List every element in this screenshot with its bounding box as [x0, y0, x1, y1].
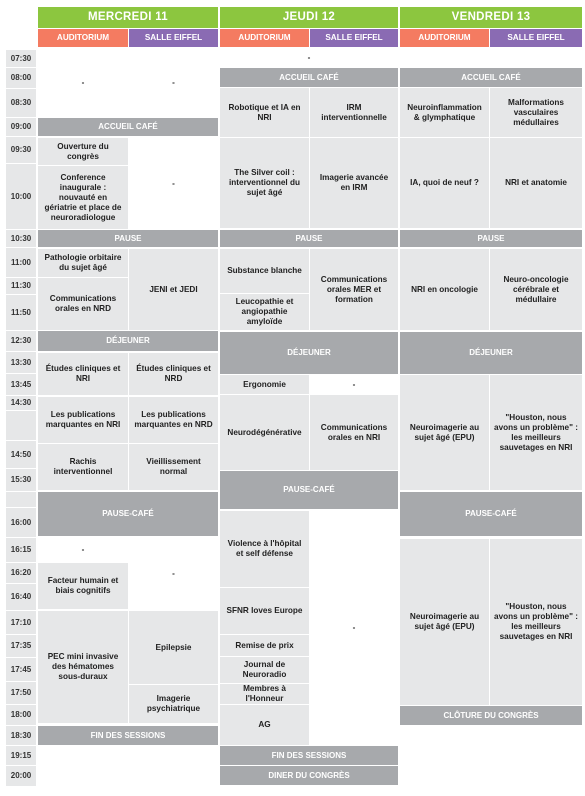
- room-header-auditorium: AUDITORIUM: [38, 29, 128, 47]
- session-break: PAUSE: [38, 230, 218, 247]
- session: Remise de prix: [220, 635, 309, 656]
- session-dash: -: [129, 50, 218, 116]
- time-slot: 17:50: [6, 682, 36, 704]
- session: Neurodégénérative: [220, 395, 309, 470]
- session: Epilepsie: [129, 611, 218, 684]
- room-header-auditorium: AUDITORIUM: [220, 29, 309, 47]
- session-break: PAUSE-CAFÉ: [400, 492, 582, 536]
- session: NRI en oncologie: [400, 249, 489, 330]
- time-slot: 13:30: [6, 352, 36, 373]
- time-slot: 17:35: [6, 635, 36, 657]
- time-slot: 09:00: [6, 118, 36, 136]
- time-slot: 18:00: [6, 705, 36, 725]
- time-slot: 19:15: [6, 746, 36, 765]
- session: Communications orales en NRI: [310, 395, 398, 470]
- session: "Houston, nous avons un problème" : les meilleurs sauvetages en NRI: [490, 539, 582, 705]
- session-break: PAUSE: [220, 230, 398, 247]
- session-break: DÉJEUNER: [38, 331, 218, 351]
- session: Malformations vasculaires médullaires: [490, 88, 582, 137]
- session-break: PAUSE: [400, 230, 582, 247]
- session: Journal de Neuroradio: [220, 657, 309, 683]
- session: Violence à l'hôpital et self défense: [220, 511, 309, 587]
- room-header-eiffel: SALLE EIFFEL: [310, 29, 398, 47]
- session-dash: -: [38, 50, 128, 116]
- time-slot: 14:30: [6, 396, 36, 410]
- time-slot: 18:30: [6, 726, 36, 745]
- time-slot: 10:30: [6, 230, 36, 247]
- time-slot: 13:45: [6, 374, 36, 395]
- session-break: DINER DU CONGRÈS: [220, 766, 398, 785]
- session: Robotique et IA en NRI: [220, 88, 309, 137]
- time-slot: 08:30: [6, 89, 36, 117]
- room-header-auditorium: AUDITORIUM: [400, 29, 489, 47]
- session-dash: -: [310, 511, 398, 745]
- session: SFNR loves Europe: [220, 588, 309, 634]
- session: Neuroinflammation & glymphatique: [400, 88, 489, 137]
- time-slot: 17:45: [6, 658, 36, 681]
- session: JENI et JEDI: [129, 249, 218, 330]
- session: Les publications marquantes en NRD: [129, 397, 218, 443]
- session: Imagerie psychiatrique: [129, 685, 218, 723]
- session-break: DÉJEUNER: [400, 332, 582, 374]
- session: NRI et anatomie: [490, 138, 582, 228]
- room-header-eiffel: SALLE EIFFEL: [490, 29, 582, 47]
- session: AG: [220, 705, 309, 745]
- session: Leucopathie et angiopathie amyloïde: [220, 294, 309, 330]
- time-slot: 14:50: [6, 441, 36, 468]
- session-dash: -: [129, 138, 218, 229]
- time-slot: 10:00: [6, 164, 36, 229]
- day-header-mer: MERCREDI 11: [38, 7, 218, 28]
- session: Substance blanche: [220, 249, 309, 293]
- session-dash: -: [38, 539, 128, 561]
- session-break: CLÔTURE DU CONGRÈS: [400, 706, 582, 725]
- time-slot: 15:30: [6, 469, 36, 491]
- session: Neuroimagerie au sujet âgé (EPU): [400, 375, 489, 490]
- session: Ouverture du congrès: [38, 138, 128, 165]
- session: Neuro-oncologie cérébrale et médullaire: [490, 249, 582, 330]
- session-dash: -: [129, 539, 218, 609]
- session-break: ACCUEIL CAFÉ: [220, 68, 398, 87]
- time-slot: 11:00: [6, 248, 36, 277]
- session-break: FIN DES SESSIONS: [38, 726, 218, 745]
- time-slot: 11:30: [6, 278, 36, 294]
- session: Communications orales MER et formation: [310, 249, 398, 330]
- session: Conference inaugurale : nouvauté en gériatrie et place de neuroradiologue: [38, 166, 128, 229]
- time-slot: 20:00: [6, 766, 36, 786]
- day-header-jeu: JEUDI 12: [220, 7, 398, 28]
- session: IRM interventionnelle: [310, 88, 398, 137]
- time-slot: 16:15: [6, 538, 36, 562]
- session: Facteur humain et biais cognitifs: [38, 563, 128, 609]
- session: Membres à l'Honneur: [220, 684, 309, 704]
- session: Vieillissement normal: [129, 444, 218, 490]
- session: Études cliniques et NRD: [129, 353, 218, 395]
- session-dash: -: [220, 50, 398, 66]
- time-slot: 17:10: [6, 611, 36, 634]
- session: The Silver coil : interventionnel du sujet âgé: [220, 138, 309, 228]
- time-slot: 16:00: [6, 508, 36, 537]
- session-dash: -: [310, 375, 398, 394]
- time-slot: 12:30: [6, 331, 36, 351]
- session: Communications orales en NRD: [38, 278, 128, 330]
- time-slot: 08:00: [6, 68, 36, 88]
- session-break: FIN DES SESSIONS: [220, 746, 398, 765]
- time-slot: 07:30: [6, 50, 36, 67]
- session: Rachis interventionnel: [38, 444, 128, 490]
- session-break: PAUSE-CAFÉ: [38, 492, 218, 536]
- session: IA, quoi de neuf ?: [400, 138, 489, 228]
- day-header-ven: VENDREDI 13: [400, 7, 582, 28]
- session-break: ACCUEIL CAFÉ: [38, 118, 218, 136]
- session: Imagerie avancée en IRM: [310, 138, 398, 228]
- time-slot: [6, 411, 36, 440]
- session: Pathologie orbitaire du sujet âgé: [38, 249, 128, 277]
- session-break: ACCUEIL CAFÉ: [400, 68, 582, 87]
- session: PEC mini invasive des hématomes sous-duraux: [38, 611, 128, 723]
- room-header-eiffel: SALLE EIFFEL: [129, 29, 218, 47]
- time-slot: [6, 492, 36, 507]
- session: Les publications marquantes en NRI: [38, 397, 128, 443]
- session-break: PAUSE-CAFÉ: [220, 471, 398, 509]
- time-slot: 09:30: [6, 137, 36, 163]
- time-slot: 16:40: [6, 584, 36, 610]
- session: Ergonomie: [220, 375, 309, 394]
- time-slot: 16:20: [6, 563, 36, 583]
- session: "Houston, nous avons un problème" : les meilleurs sauvetages en NRI: [490, 375, 582, 490]
- session: Études cliniques et NRI: [38, 353, 128, 395]
- time-slot: 11:50: [6, 295, 36, 330]
- session: Neuroimagerie au sujet âgé (EPU): [400, 539, 489, 705]
- session-break: DÉJEUNER: [220, 332, 398, 374]
